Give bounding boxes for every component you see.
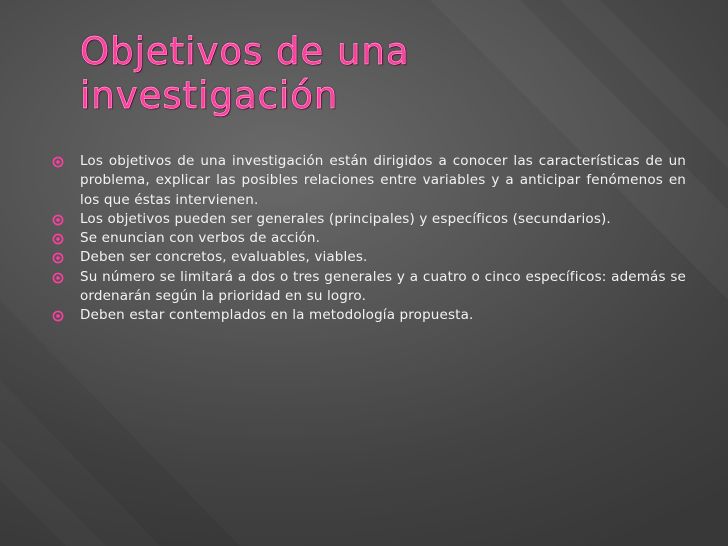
bullet-item bbox=[50, 268, 686, 307]
bullet-text: Deben estar contemplados en la metodología propuesta. bbox=[80, 307, 474, 324]
target-bullet-icon bbox=[52, 233, 64, 245]
target-bullet-icon bbox=[52, 252, 64, 264]
slide-title bbox=[80, 30, 680, 118]
bullet-text: Se enuncian con verbos de acción. bbox=[80, 230, 321, 247]
bullet-item bbox=[50, 210, 686, 229]
bullet-item bbox=[50, 229, 686, 248]
target-bullet-icon bbox=[52, 156, 64, 168]
bullet-text: Los objetivos de una investigación están dirigidos a conocer las características de un problema, explicar las posibles relaciones entre variables y a anticipar fenómenos en los que éstas intervienen. bbox=[80, 153, 686, 208]
target-bullet-icon bbox=[52, 272, 64, 284]
bullet-list bbox=[50, 152, 686, 326]
slide-title-line-2: investigación bbox=[80, 74, 339, 117]
bullet-text: Los objetivos pueden ser generales (principales) y específicos (secundarios). bbox=[80, 210, 611, 227]
slide-title-line-1: Objetivos de una bbox=[80, 30, 410, 73]
bullet-item bbox=[50, 306, 686, 325]
bullet-text: Su número se limitará a dos o tres generales y a cuatro o cinco específicos: además se ordenarán según la prioridad en su logro. bbox=[80, 268, 686, 305]
bullet-item bbox=[50, 248, 686, 267]
target-bullet-icon bbox=[52, 310, 64, 322]
bullet-item bbox=[50, 152, 686, 210]
bullet-text: Deben ser concretos, evaluables, viables. bbox=[80, 249, 368, 266]
target-bullet-icon bbox=[52, 214, 64, 226]
